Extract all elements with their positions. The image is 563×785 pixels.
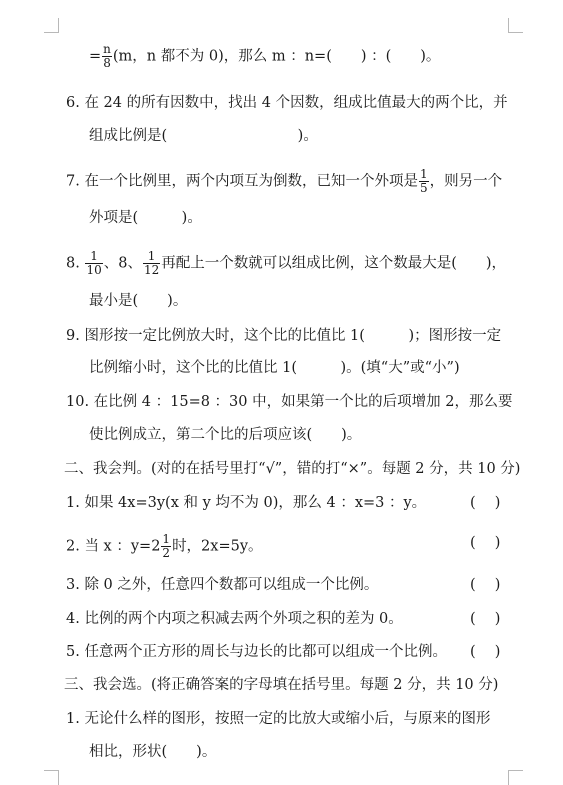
- corner-mark-bottom-right: [508, 770, 523, 785]
- answer-paren-2[interactable]: ( ): [470, 535, 501, 551]
- fraction-one-half: $\frac{1}{2}$: [162, 532, 171, 560]
- fraction-n-over-8: $\frac{n}{8}$: [103, 42, 111, 70]
- fraction-one-twelfth: $\frac{1}{12}$: [143, 249, 160, 277]
- judge-item-1: 1. 如果 4x=3y(x 和 y 均不为 0)，那么 4 ：x=3 ：y。: [66, 495, 427, 511]
- section-2-heading: 二、我会判。(对的在括号里打“√”，错的打“×”。每题 2 分，共 10 分): [64, 461, 521, 477]
- choice-item-1-line-1: 1. 无论什么样的图形，按照一定的比放大或缩小后，与原来的图形: [66, 711, 491, 727]
- question-6-line-1: 6. 在 24 的所有因数中，找出 4 个因数，组成比值最大的两个比，并: [66, 95, 508, 111]
- question-5-text: (m，n 都不为 0)，那么 m ：n=( ) ：( )。: [112, 48, 441, 65]
- corner-mark-bottom-left: [44, 770, 59, 785]
- section-3-heading: 三、我会选。(将正确答案的字母填在括号里。每题 2 分，共 10 分): [64, 677, 499, 693]
- question-10-line-1: 10. 在比例 4 ：15=8 ：30 中，如果第一个比的后项增加 2，那么要: [66, 394, 513, 410]
- question-7-line-1: 7. 在一个比例里，两个内项互为倒数，已知一个外项是 $\frac{1}{5}$ ，则另一个: [66, 167, 503, 195]
- fraction-one-tenth: $\frac{1}{10}$: [86, 249, 102, 277]
- answer-paren-3[interactable]: ( ): [470, 577, 501, 593]
- choice-item-1-line-2: 相比，形状( )。: [89, 744, 217, 760]
- question-6-line-2: 组成比例是( )。: [89, 128, 318, 144]
- corner-mark-top-right: [508, 18, 523, 33]
- corner-mark-top-left: [44, 18, 59, 33]
- judge-item-3: 3. 除 0 之外，任意四个数都可以组成一个比例。: [66, 577, 379, 593]
- question-7-line-2: 外项是( )。: [89, 210, 202, 226]
- question-10-line-2: 使比例成立，第二个比的后项应该( )。: [89, 427, 362, 443]
- question-8-line-1: 8. $\frac{1}{10}$ 、8、 $\frac{1}{12}$ 再配上一个数就可以组成比例，这个数最大是( )，: [66, 249, 507, 277]
- judge-item-4: 4. 比例的两个内项之积减去两个外项之积的差为 0。: [66, 611, 403, 627]
- question-9-line-2: 比例缩小时，这个比的比值比 1( )。(填“大”或“小”): [89, 360, 460, 376]
- fraction-one-fifth: $\frac{1}{5}$: [419, 167, 428, 195]
- judge-item-2: 2. 当 x ：y=2 $\frac{1}{2}$ 时，2x=5y。: [66, 532, 263, 560]
- judge-item-5: 5. 任意两个正方形的周长与边长的比都可以组成一个比例。: [66, 644, 447, 660]
- answer-paren-1[interactable]: ( ): [470, 495, 501, 511]
- answer-paren-5[interactable]: ( ): [470, 644, 501, 660]
- question-5-continuation: [89, 43, 440, 70]
- question-8-line-2: 最小是( )。: [89, 293, 188, 309]
- answer-paren-4[interactable]: ( ): [470, 611, 501, 627]
- equals-sign: =: [89, 48, 102, 65]
- question-9-line-1: 9. 图形按一定比例放大时，这个比的比值比 1( )；图形按一定: [66, 328, 502, 344]
